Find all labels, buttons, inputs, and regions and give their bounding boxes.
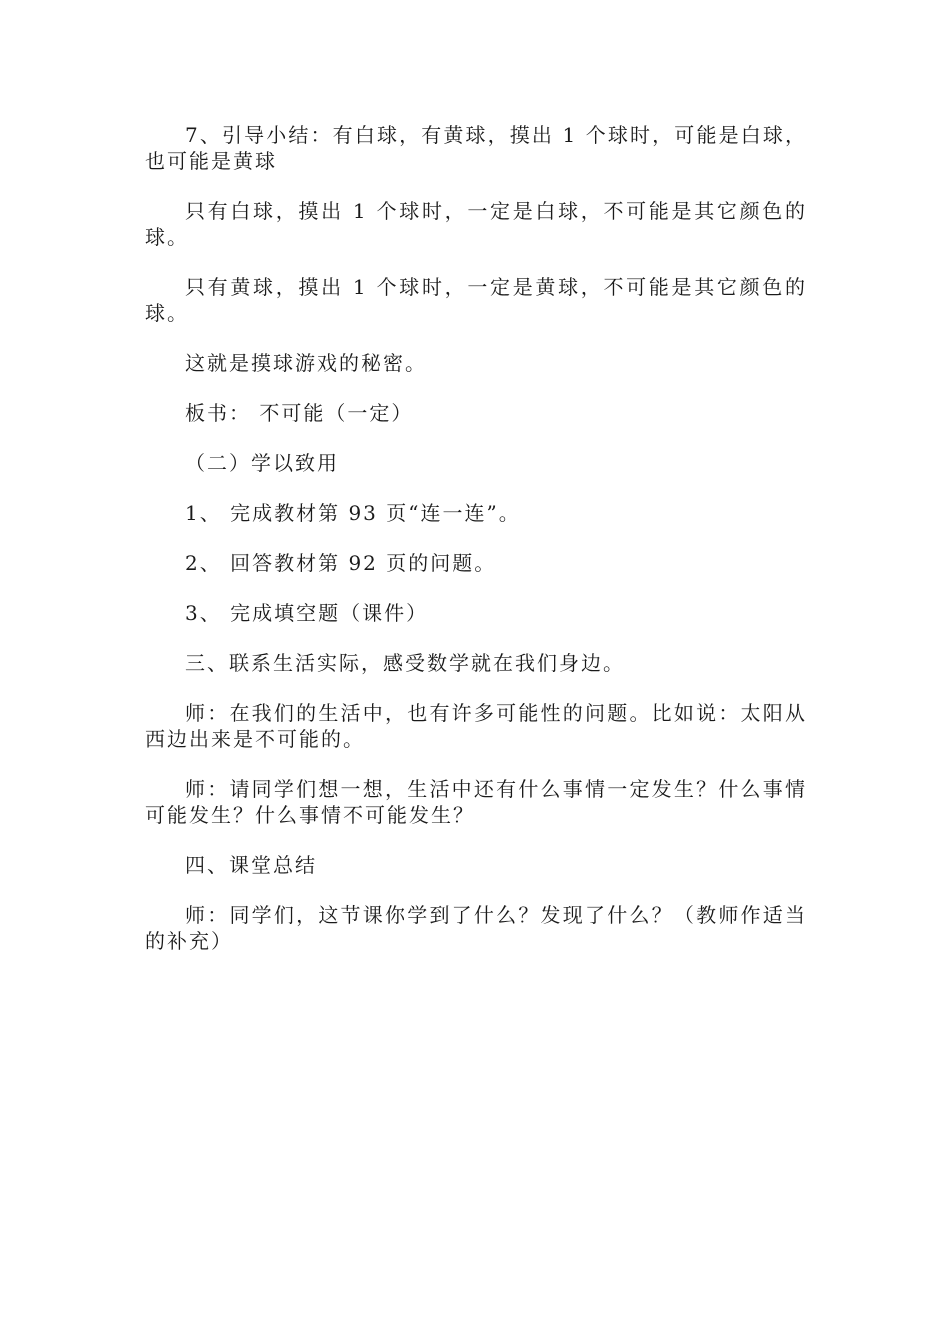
task-item-3: 3、 完成填空题（课件）	[185, 601, 429, 625]
section-heading-apply: （二）学以致用	[185, 451, 339, 475]
paragraph-board-note: 板书： 不可能（一定）	[185, 401, 414, 425]
task-item-2: 2、 回答教材第 92 页的问题。	[185, 551, 497, 575]
paragraph-only-yellow: 只有黄球，摸出 1 个球时，一定是黄球，不可能是其它颜色的球。	[145, 275, 807, 325]
paragraph-only-white: 只有白球，摸出 1 个球时，一定是白球，不可能是其它颜色的球。	[145, 199, 807, 249]
document-body	[145, 122, 807, 978]
paragraph-secret: 这就是摸球游戏的秘密。	[185, 351, 427, 375]
teacher-remark-think: 师：请同学们想一想，生活中还有什么事情一定发生？什么事情可能发生？什么事情不可能发生？	[145, 777, 807, 827]
teacher-remark-summary: 师：同学们，这节课你学到了什么？发现了什么？（教师作适当的补充）	[145, 903, 807, 953]
teacher-remark-sun: 师：在我们的生活中，也有许多可能性的问题。比如说：太阳从西边出来是不可能的。	[145, 701, 807, 751]
paragraph-summary-both-colors: 7、引导小结：有白球，有黄球，摸出 1 个球时，可能是白球，也可能是黄球	[145, 123, 807, 173]
task-item-1: 1、 完成教材第 93 页“连一连”。	[185, 501, 521, 525]
section-heading-real-life: 三、联系生活实际，感受数学就在我们身边。	[185, 651, 625, 675]
section-heading-summary: 四、课堂总结	[185, 853, 317, 877]
